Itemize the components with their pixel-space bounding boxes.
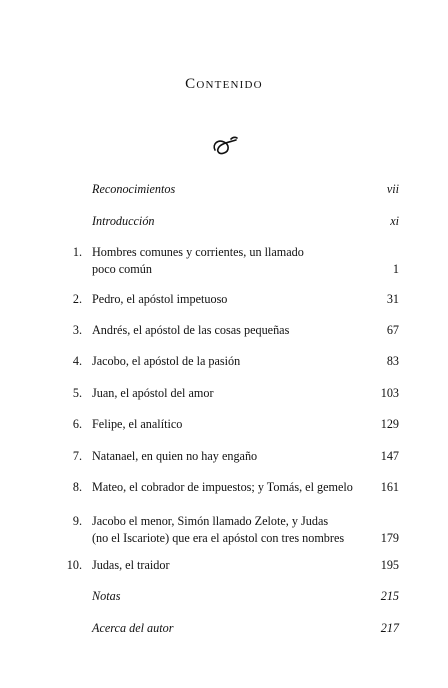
toc-entry-number: 2. — [72, 292, 82, 306]
toc-entry-title — [92, 557, 362, 574]
toc-entry-title — [92, 513, 362, 547]
toc-entry-title — [92, 588, 362, 605]
toc-entry-title — [92, 385, 362, 402]
toc-entry-title — [92, 181, 362, 198]
toc-entry-page-number: 1 — [392, 262, 399, 276]
toc-entry-title-line: Introducción — [92, 214, 155, 228]
toc-entry-page-number: xi — [390, 214, 399, 228]
toc-entry-number: 10. — [66, 558, 82, 572]
toc-entry-page-number: 217 — [380, 621, 399, 635]
toc-entry-title-line: Judas, el traidor — [92, 558, 170, 572]
toc-entry-number: 6. — [72, 417, 82, 431]
toc-entry-title — [92, 291, 362, 308]
toc-entry-page-number: 129 — [380, 417, 399, 431]
toc-entry-page-number: 31 — [386, 292, 399, 306]
toc-entry-number: 3. — [72, 323, 82, 337]
toc-entry-title-line: Andrés, el apóstol de las cosas pequeñas — [92, 323, 290, 337]
toc-entry-number: 7. — [72, 449, 82, 463]
toc-entry-title-line: Notas — [92, 589, 121, 603]
toc-entry-title — [92, 416, 362, 433]
toc-entry-title-line: Hombres comunes y corrientes, un llamado — [92, 245, 304, 259]
toc-entry-title-line: Jacobo, el apóstol de la pasión — [92, 354, 241, 368]
toc-entry-page-number: 67 — [386, 323, 399, 337]
toc-entry-page-number: 147 — [380, 449, 399, 463]
toc-entry-title-line: (no el Iscariote) que era el apóstol con tres nombres — [92, 531, 345, 545]
toc-entry-page-number: 195 — [380, 558, 399, 572]
toc-entry-page-number: 161 — [380, 480, 399, 494]
toc-entry-title-line: Felipe, el analítico — [92, 417, 183, 431]
toc-entry-title — [92, 322, 362, 339]
toc-entry-title-line: poco común — [92, 262, 152, 276]
toc-entry-title — [92, 448, 362, 465]
toc-entry-number: 1. — [72, 245, 82, 259]
toc-entry-title — [92, 213, 362, 230]
toc-entry-title-line: Juan, el apóstol del amor — [92, 386, 214, 400]
toc-entry-title-line: Jacobo el menor, Simón llamado Zelote, y Judas — [92, 514, 329, 528]
toc-entry-number: 8. — [72, 480, 82, 494]
toc-entry-number: 4. — [72, 354, 82, 368]
toc-entry-page-number: 103 — [380, 386, 399, 400]
toc-entry-title — [92, 620, 362, 637]
page-title: Contenido — [185, 76, 263, 92]
toc-entry-title-line: Pedro, el apóstol impetuoso — [92, 292, 228, 306]
toc-entry-title — [92, 479, 362, 496]
toc-entry-number: 5. — [72, 386, 82, 400]
toc-entry-title — [92, 244, 362, 278]
flourish-ornament-icon — [209, 132, 241, 158]
toc-entry-number: 9. — [72, 514, 82, 528]
toc-entry-title-line: Reconocimientos — [92, 182, 176, 196]
toc-entry-page-number: 179 — [380, 531, 399, 545]
toc-entry-title-line: Natanael, en quien no hay engaño — [92, 449, 258, 463]
toc-entry-page-number: 83 — [386, 354, 399, 368]
toc-entry-page-number: vii — [386, 182, 399, 196]
toc-entry-page-number: 215 — [380, 589, 399, 603]
toc-entry-title-line: Acerca del autor — [92, 621, 174, 635]
toc-entry-title-line: Mateo, el cobrador de impuestos; y Tomás, el gemelo — [92, 480, 353, 494]
toc-entry-title — [92, 353, 362, 370]
